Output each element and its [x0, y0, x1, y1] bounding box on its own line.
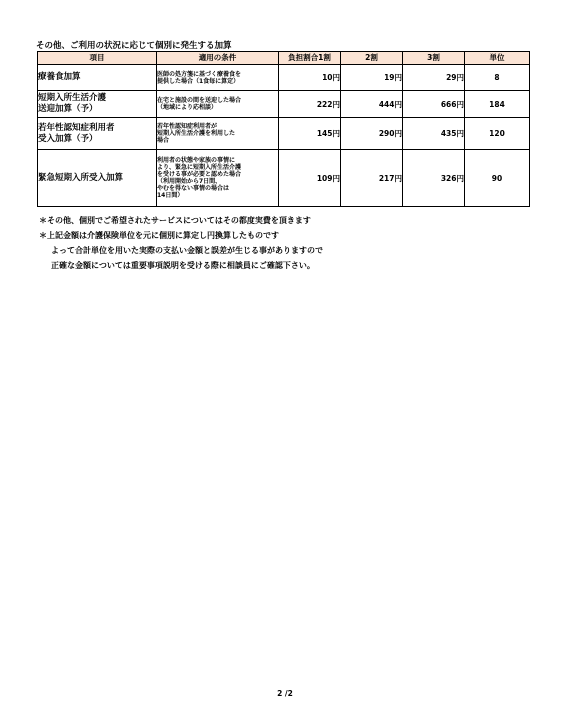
- rate-1-cell: 109円: [279, 150, 341, 207]
- rate-2-cell: 217円: [341, 150, 403, 207]
- rate-3-cell: 666円: [403, 91, 465, 118]
- condition-line: 利用者の状態や家族の事情に: [157, 157, 236, 164]
- note-line: ＊上記金額は介護保険単位を元に個別に算定し円換算したものです: [39, 231, 279, 240]
- row-condition: [157, 118, 279, 150]
- row-name: [38, 118, 157, 150]
- note-line: よって合計単位を用いた実際の支払い金額と誤差が生じる事がありますので: [51, 246, 323, 255]
- note-line: ＊その他、個別でご希望されたサービスについてはその都度実費を頂きます: [39, 216, 311, 225]
- page-heading: その他、ご利用の状況に応じて個別に発生する加算: [36, 41, 232, 51]
- rate-2-cell: 444円: [341, 91, 403, 118]
- condition-line: やむを得ない事情の場合は: [157, 185, 230, 192]
- row-name-line: 短期入所生活介護: [38, 93, 107, 103]
- table-header-row: [38, 52, 530, 65]
- header-rate-1: 負担割合1割: [279, 52, 341, 65]
- rate-3-cell: 29円: [403, 65, 465, 91]
- row-name-line: 若年性認知症利用者: [38, 122, 115, 133]
- note-line: 正確な金額については重要事項説明を受ける際に相談員にご確認下さい。: [51, 261, 315, 270]
- row-condition: [157, 150, 279, 207]
- row-name: [38, 65, 157, 91]
- row-name: [38, 150, 157, 207]
- rate-3-cell: 435円: [403, 118, 465, 150]
- condition-line: （地域により応相談）: [157, 104, 218, 111]
- row-condition: [157, 91, 279, 118]
- header-condition: 適用の条件: [157, 52, 279, 65]
- row-name-line: 送迎加算（予）: [38, 104, 98, 114]
- header-item: 項目: [38, 52, 157, 65]
- rate-1-cell: 10円: [279, 65, 341, 91]
- condition-line: 短期入所生活介護を利用した: [157, 130, 236, 137]
- header-rate-3: 3割: [403, 52, 465, 65]
- rate-2-cell: 290円: [341, 118, 403, 150]
- condition-line: 提供した場合（1食毎に算定）: [157, 77, 240, 85]
- fee-table: [37, 51, 530, 207]
- units-cell: 184: [465, 91, 530, 118]
- units-cell: 8: [465, 65, 530, 91]
- rate-2-cell: 19円: [341, 65, 403, 91]
- table-row: [38, 91, 530, 118]
- header-rate-2: 2割: [341, 52, 403, 65]
- condition-line: 在宅と施設の間を送迎した場合: [157, 97, 242, 104]
- table-row: [38, 118, 530, 150]
- condition-line: 14日間）: [157, 192, 184, 199]
- units-cell: 90: [465, 150, 530, 207]
- row-name-line: 緊急短期入所受入加算: [38, 172, 124, 183]
- row-condition: [157, 65, 279, 91]
- row-name: [38, 91, 157, 118]
- header-units: 単位: [465, 52, 530, 65]
- condition-line: 若年性認知症利用者が: [157, 123, 218, 130]
- table-row: [38, 150, 530, 207]
- condition-line: 医師の処方箋に基づく療養食を: [157, 70, 242, 78]
- condition-line: （利用開始から7日間、: [157, 178, 222, 185]
- condition-line: より、緊急に短期入所生活介護: [157, 164, 242, 171]
- table-row: [38, 65, 530, 91]
- row-name-line: 療養食加算: [38, 72, 81, 82]
- rate-1-cell: 222円: [279, 91, 341, 118]
- units-cell: 120: [465, 118, 530, 150]
- rate-1-cell: 145円: [279, 118, 341, 150]
- condition-line: を受ける事が必要と認めた場合: [157, 171, 242, 178]
- rate-3-cell: 326円: [403, 150, 465, 207]
- condition-line: 場合: [157, 137, 170, 144]
- page-number: 2 /2: [277, 689, 293, 698]
- notes: [39, 213, 323, 273]
- row-name-line: 受入加算（予）: [38, 133, 98, 144]
